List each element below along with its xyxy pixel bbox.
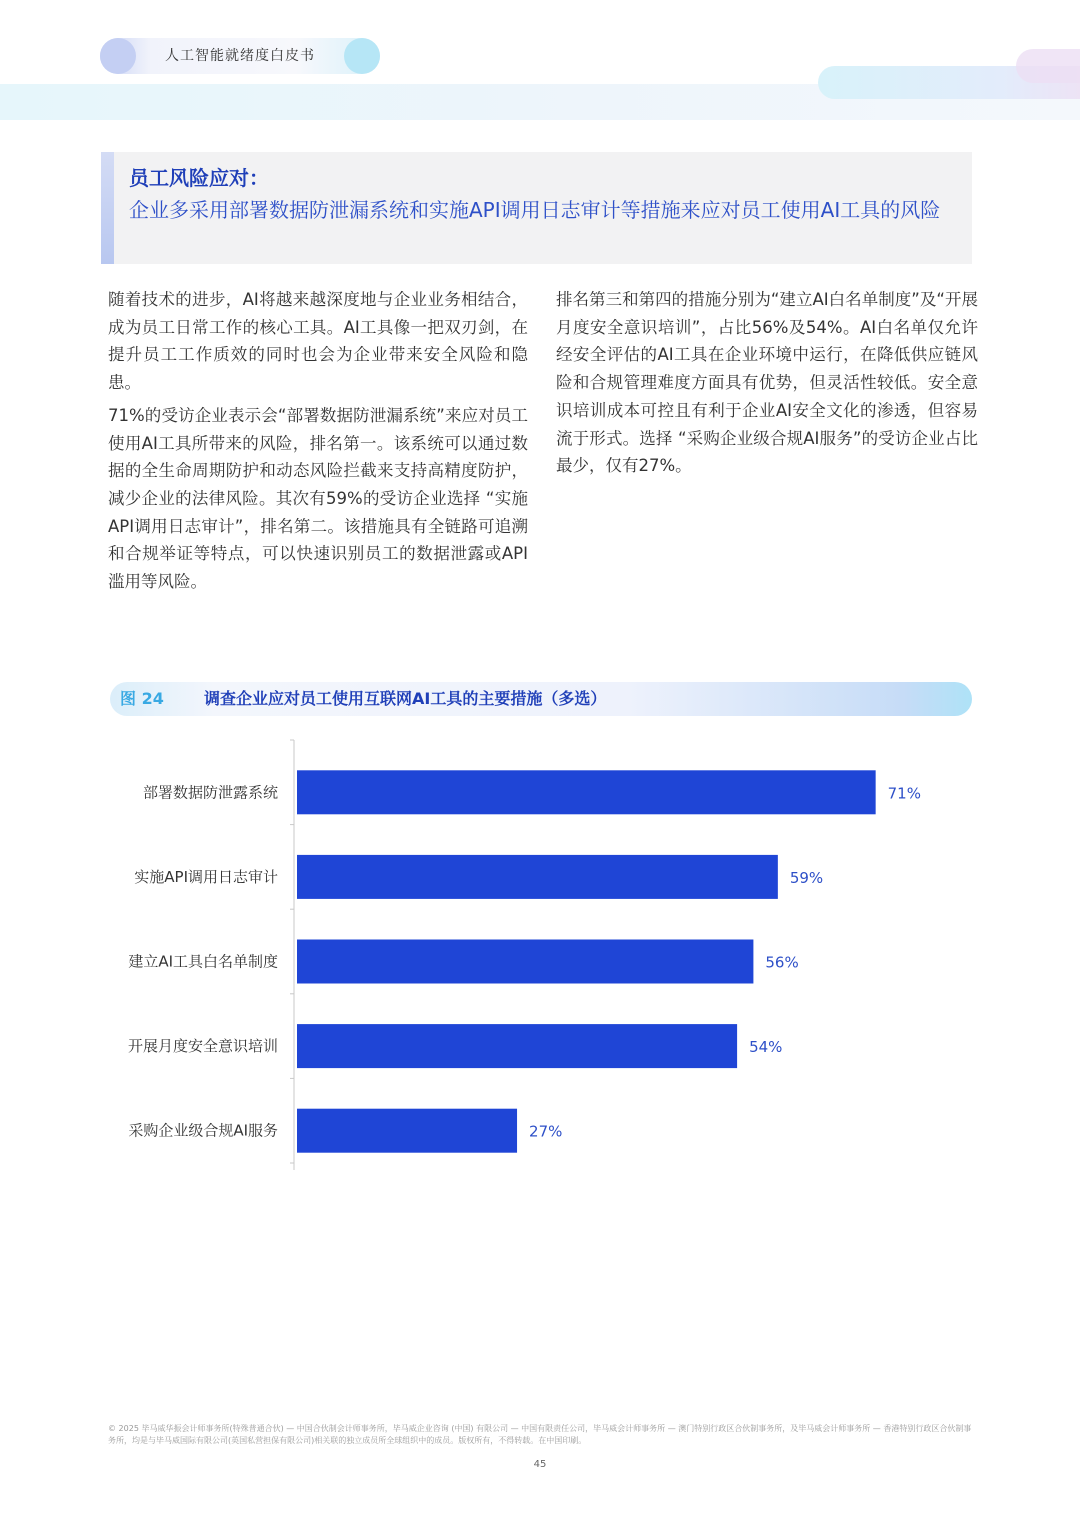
header-decoration-accent	[1016, 49, 1080, 83]
body-column-right	[556, 286, 978, 485]
bar	[297, 940, 753, 984]
value-label: 54%	[749, 1038, 783, 1057]
bar-chart	[0, 730, 1080, 1170]
document-title: 人工智能就绪度白皮书	[165, 48, 315, 64]
body-paragraph: 71%的受访企业表示会“部署数据防泄漏系统”来应对员工使用AI工具所带来的风险，排名第一。该系统可以通过数据的全生命周期防护和动态风险拦截来支持高精度防护，减少企业的法律风险。其次有59%的受访企业选择 “实施API调用日志审计”，排名第二。该措施具有全链路可追溯和合规举证等特点，可以快速识别员工的数据泄露或API滥用等风险。	[108, 405, 528, 592]
key-finding-heading: 员工风险应对：	[129, 166, 269, 190]
figure-title: 调查企业应对员工使用互联网AI工具的主要措施（多选）	[204, 689, 607, 708]
category-label: 开展月度安全意识培训	[127, 1037, 278, 1056]
category-label: 实施API调用日志审计	[134, 867, 278, 886]
bar	[297, 770, 876, 814]
body-column-left	[108, 286, 528, 601]
category-label: 建立AI工具白名单制度	[128, 952, 278, 971]
category-label: 采购企业级合规AI服务	[128, 1121, 278, 1140]
figure-number: 图 24	[120, 689, 164, 708]
bar	[297, 855, 778, 899]
key-finding-text: 企业多采用部署数据防泄漏系统和实施API调用日志审计等措施来应对员工使用AI工具的风险	[129, 198, 941, 222]
category-label: 部署数据防泄露系统	[142, 783, 278, 802]
value-label: 56%	[765, 953, 799, 972]
key-finding-box	[101, 152, 972, 264]
value-label: 27%	[529, 1122, 563, 1141]
key-finding-accent-bar	[101, 152, 114, 264]
value-label: 71%	[887, 784, 921, 803]
header-pill	[100, 38, 380, 74]
bar	[297, 1024, 737, 1068]
page-number: 45	[533, 1459, 547, 1470]
value-label: 59%	[789, 868, 824, 887]
body-paragraph: 随着技术的进步，AI将越来越深度地与企业业务相结合，成为员工日常工作的核心工具。AI工具像一把双刃剑，在提升员工工作质效的同时也会为企业带来安全风险和隐患。	[108, 290, 528, 393]
copyright-note: © 2025 毕马威华振会计师事务所(特殊普通合伙) — 中国合伙制会计师事务所，毕马威企业咨询 (中国) 有限公司 — 中国有限责任公司，毕马威会计师事务所 — 澳门特别行政区合伙制事务所，及毕马威会计师事务所 — 香港特别行政区合伙制事务所，均是与毕马威国际有限公司(英国私营担保有限公司)相关联的独立成员所全球组织中的成员。版权所有，不得转载。在中国印刷。	[108, 1424, 972, 1445]
figure-title-bar	[110, 682, 972, 716]
body-paragraph: 排名第三和第四的措施分别为“建立AI白名单制度”及“开展月度安全意识培训”，占比56%及54%。AI白名单仅允许经安全评估的AI工具在企业环境中运行，在降低供应链风险和合规管理难度方面具有优势，但灵活性较低。安全意识培训成本可控且有利于企业AI安全文化的渗透，但容易流于形式。选择 “采购企业级合规AI服务”的受访企业占比最少，仅有27%。	[556, 290, 978, 476]
bar	[297, 1109, 517, 1153]
